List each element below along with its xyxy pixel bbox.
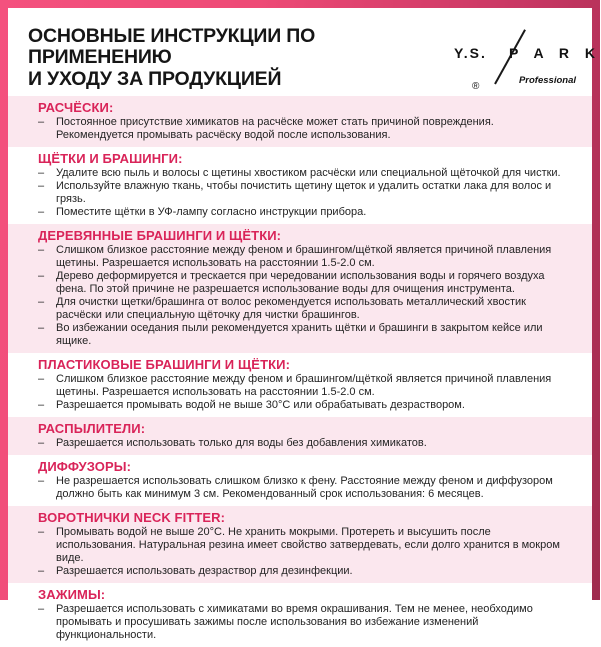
dash-bullet: –: [38, 373, 45, 386]
dash-bullet: –: [38, 206, 45, 219]
dash-bullet: –: [38, 167, 45, 180]
section-clips: [8, 583, 592, 647]
section-heading: ПЛАСТИКОВЫЕ БРАШИНГИ И ЩЁТКИ:: [38, 357, 291, 373]
list-item-text: Разрешается использовать с химикатами во время окрашивания. Тем не менее, необходимо промывать и просушивать зажимы после использования во избежание изменений функциональности.: [56, 603, 533, 642]
section-heading: ЩЁТКИ И БРАШИНГИ:: [38, 151, 183, 167]
list-item: [38, 603, 568, 642]
section-heading: ДИФФУЗОРЫ:: [38, 459, 132, 475]
section-neck-fitters: [8, 506, 592, 583]
list-item: [38, 116, 568, 142]
list-item: [38, 475, 568, 501]
dash-bullet: –: [38, 270, 45, 283]
list-item: [38, 322, 568, 348]
dash-bullet: –: [38, 603, 45, 616]
page-title-line2: И УХОДУ ЗА ПРОДУКЦИЕЙ: [28, 67, 282, 90]
list-item: [38, 167, 568, 180]
dash-bullet: –: [38, 399, 45, 412]
list-item-text: Постоянное присутствие химикатов на расчёске может стать причиной повреждения. Рекомендуется промывать расчёску водой после использования.: [56, 116, 494, 142]
list-item-text: Поместите щётки в УФ-лампу согласно инструкции прибора.: [56, 206, 367, 219]
instruction-sheet: [8, 8, 601, 642]
dash-bullet: –: [38, 180, 45, 193]
list-item-text: Разрешается промывать водой не выше 30°C или обрабатывать дезраствором.: [56, 399, 465, 412]
section-plastic-brushes: [8, 353, 592, 417]
list-item-text: Удалите всю пыль и волосы с щетины хвостиком расчёски или специальной щёточкой для чистки.: [56, 167, 561, 180]
header: [8, 8, 601, 96]
logo-park-text: P A R K: [509, 45, 601, 61]
list-item-text: Промывать водой не выше 20°C. Не хранить мокрыми. Протереть и высушить после использования. Натуральная резина имеет свойство затвердевать, если долго хранится в мокром виде.: [56, 526, 560, 565]
list-item: [38, 437, 568, 450]
dash-bullet: –: [38, 244, 45, 257]
registered-trademark-icon: ®: [472, 81, 480, 92]
list-item-text: Дерево деформируется и трескается при чередовании использования воды и горячего воздуха фена. По этой причине не разрешается использование воды для очищения инструмента.: [56, 270, 545, 296]
list-item-text: Для очистки щетки/брашинга от волос рекомендуется использовать металлический хвостик расчёски или специальную щёточку для чистки брашингов.: [56, 296, 526, 322]
section-heading: ЗАЖИМЫ:: [38, 587, 106, 603]
section-combs: [8, 96, 592, 147]
list-item: [38, 526, 568, 565]
section-heading: ВОРОТНИЧКИ NECK FITTER:: [38, 510, 226, 526]
logo-professional-text: Professional: [518, 75, 576, 86]
section-brushes: [8, 147, 592, 224]
list-item-text: Не разрешается использовать слишком близко к фену. Расстояние между феном и диффузором должно быть как минимум 3 см. Рекомендованный срок использования: 6 месяцев.: [56, 475, 553, 501]
list-item-text: Слишком близкое расстояние между феном и брашингом/щёткой является причиной плавления щетины. Разрешается использовать на расстоянии 1.5-2.0 см.: [56, 244, 552, 270]
dash-bullet: –: [38, 565, 45, 578]
list-item-text: Разрешается использовать дезраствор для дезинфекции.: [56, 565, 353, 578]
dash-bullet: –: [38, 526, 45, 539]
list-item: [38, 565, 568, 578]
page-title: [28, 26, 454, 90]
list-item-text: Используйте влажную ткань, чтобы почистить щетину щеток и удалить остатки лака для волос и грязь.: [56, 180, 552, 206]
list-item: [38, 180, 568, 206]
list-item: [38, 244, 568, 270]
list-item-text: Во избежании оседания пыли рекомендуется хранить щётки и брашинги в закрытом кейсе или ящике.: [56, 322, 543, 348]
section-heading: РАСПЫЛИТЕЛИ:: [38, 421, 146, 437]
list-item-text: Слишком близкое расстояние между феном и брашингом/щёткой является причиной плавления щетины. Разрешается использовать на расстоянии 1.5-2.0 см.: [56, 373, 552, 399]
section-diffusers: [8, 455, 592, 506]
list-item: [38, 399, 568, 412]
dash-bullet: –: [38, 437, 45, 450]
ys-park-logo: [454, 28, 601, 92]
section-sprayers: [8, 417, 592, 455]
list-item: [38, 373, 568, 399]
dash-bullet: –: [38, 322, 45, 335]
dash-bullet: –: [38, 475, 45, 488]
list-item: [38, 270, 568, 296]
section-heading: РАСЧЁСКИ:: [38, 100, 114, 116]
logo-ys-text: Y.S.: [454, 45, 487, 61]
list-item-text: Разрешается использовать только для воды без добавления химикатов.: [56, 437, 427, 450]
list-item: [38, 296, 568, 322]
dash-bullet: –: [38, 296, 45, 309]
section-heading: ДЕРЕВЯННЫЕ БРАШИНГИ И ЩЁТКИ:: [38, 228, 282, 244]
section-wooden-brushes: [8, 224, 592, 353]
page-title-line1: ОСНОВНЫЕ ИНСТРУКЦИИ ПО ПРИМЕНЕНИЮ: [28, 25, 316, 69]
dash-bullet: –: [38, 116, 45, 129]
list-item: [38, 206, 568, 219]
